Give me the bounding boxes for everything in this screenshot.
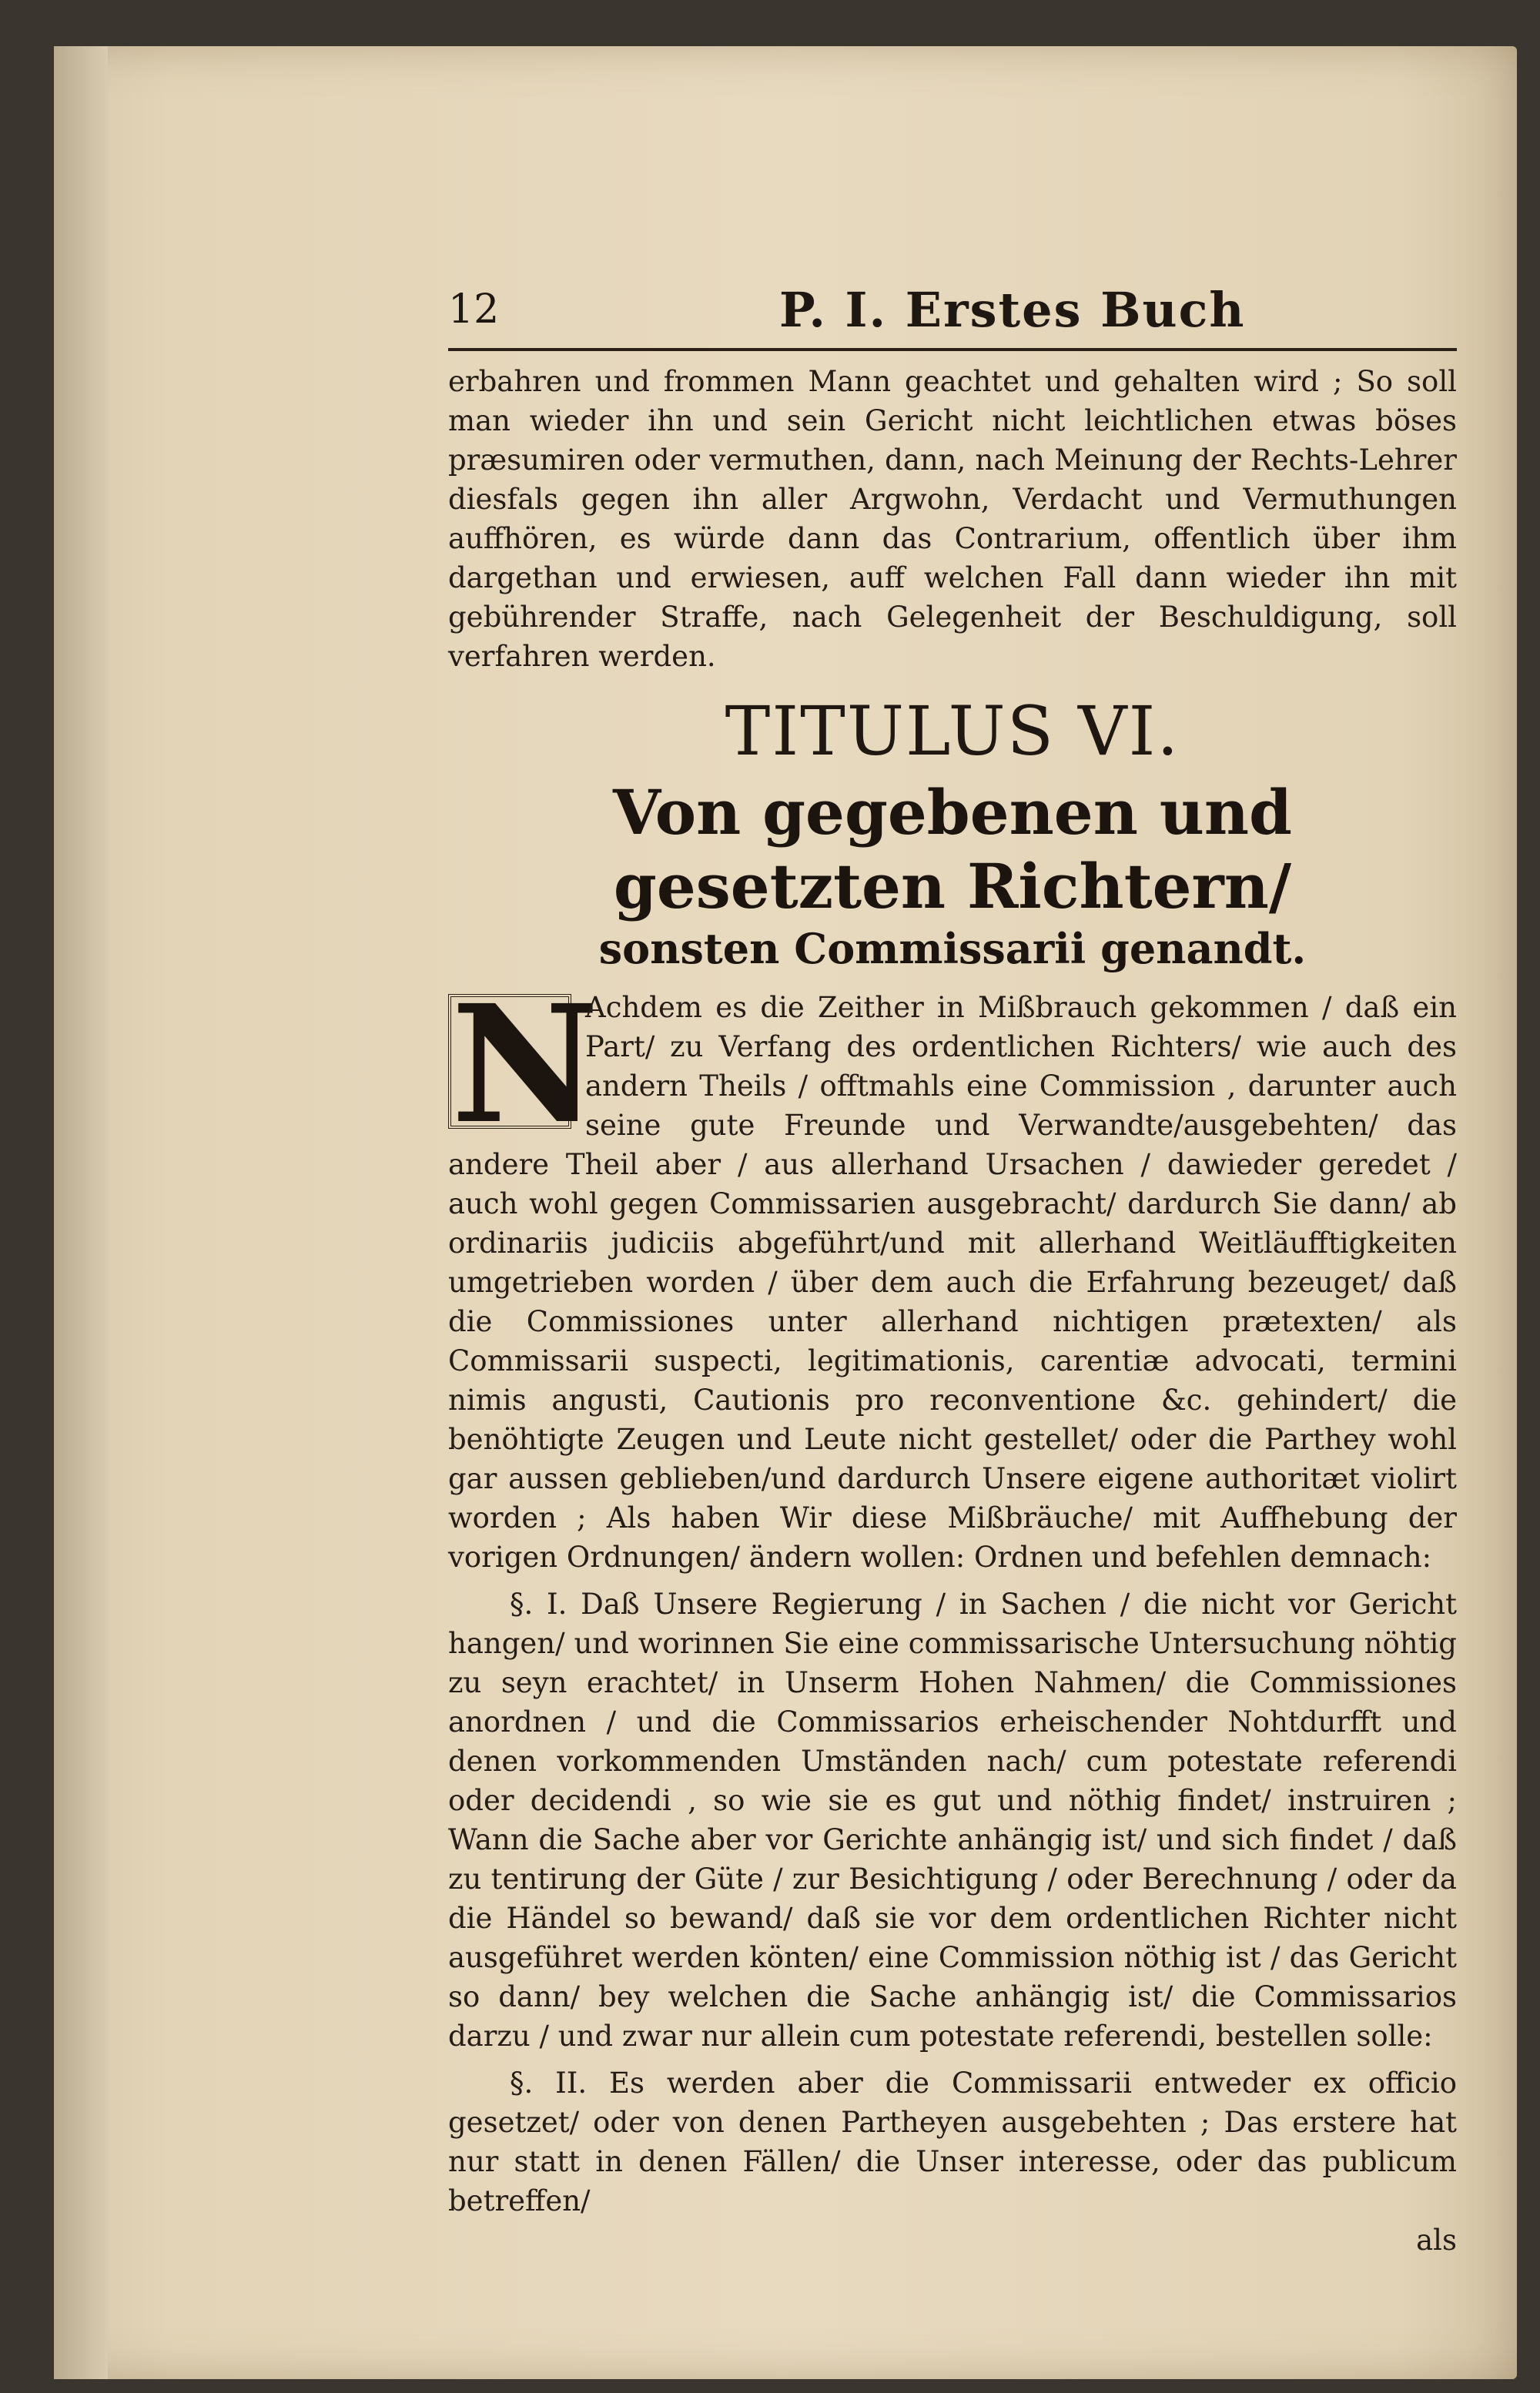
paragraph-section-1: §. I. Daß Unsere Regierung / in Sachen / die nicht vor Gericht hangen/ und worinnen Sie eine commissarische Untersuchung nöhtig zu seyn erachtet/ in Unserm Hohen Nahmen/ die Commissiones anordnen / und die Commissarios erheischender Nohtdurfft und denen vorkommenden Umständen nach/ cum potestate referendi oder decidendi , so wie sie es gut und nöthig findet/ instruiren ; Wann die Sache aber vor Gerichte anhängig ist/ und sich findet / daß zu tentirung der Güte / zur Besichtigung / oder Berechnung / oder da die Händel so bewand/ daß sie vor dem ordentlichen Richter nicht ausgeführet werden könten/ eine Commission nöthig ist / das Gericht so dann/ bey welchen die Sache anhängig ist/ die Commissarios darzu / und zwar nur allein cum potestate referendi, bestellen solle: xyxy=(448,1588,1457,2053)
page-gutter xyxy=(54,46,108,2379)
section-heading-line2: sonsten Commissarii genandt. xyxy=(598,924,1307,973)
running-head xyxy=(448,282,1457,351)
titulus-heading: TITULUS VI. xyxy=(725,691,1180,771)
drop-cap: N xyxy=(448,994,571,1129)
main-paragraph-block xyxy=(448,969,1457,1577)
section-heading-line1: Von gegebenen und gesetzten Richtern/ xyxy=(613,776,1292,922)
catchword: als xyxy=(1416,2224,1457,2257)
intro-paragraph: erbahren und frommen Mann geachtet und gehalten wird ; So soll man wieder ihn und sein Gericht nicht leichtlichen etwas böses præsumiren oder vermuthen, dann, nach Meinung der Rechts-Lehrer diesfals gegen ihn aller Argwohn, Verdacht und Vermuthungen auffhören, es würde dann das Contrarium, offentlich über ihm dargethan und erwiesen, auff welchen Fall dann wieder ihn mit gebührender Straffe, nach Gelegenheit der Beschuldigung, soll verfahren werden. xyxy=(448,365,1457,673)
page-content xyxy=(448,282,1457,2260)
running-title: P. I. Erstes Buch xyxy=(779,282,1246,338)
paragraph-section-2: §. II. Es werden aber die Commissarii entweder ex officio gesetzet/ oder von denen Partheyen ausgebehten ; Das erstere hat nur statt in denen Fällen/ die Unser interesse, oder das publicum betreffen/ xyxy=(448,2067,1457,2217)
main-paragraph: Achdem es die Zeither in Mißbrauch gekommen / daß ein Part/ zu Verfang des ordentlichen Richters/ wie auch des andern Theils / offtmahls eine Commission , darunter auch seine gute Freunde und Verwandte/ausgebehten/ das andere Theil aber / aus allerhand Ursachen / dawieder geredet / auch wohl gegen Commissarien ausgebracht/ dardurch Sie dann/ ab ordinariis judiciis abgeführt/und mit allerhand Weitläufftigkeiten umgetrieben worden / über dem auch die Erfahrung bezeuget/ daß die Commissiones unter allerhand nichtigen prætexten/ als Commissarii suspecti, legitimationis, carentiæ advocati, termini nimis angusti, Cautionis pro reconventione &c. gehindert/ die benöhtigte Zeugen und Leute nicht gestellet/ oder die Parthey wohl gar aussen geblieben/und dardurch Unsere eigene authoritæt violirt worden ; Als haben Wir diese Mißbräuche/ mit Auffhebung der vorigen Ordnungen/ ändern wollen: Ordnen und befehlen demnach: xyxy=(448,991,1457,1574)
page-number: 12 xyxy=(448,286,500,333)
